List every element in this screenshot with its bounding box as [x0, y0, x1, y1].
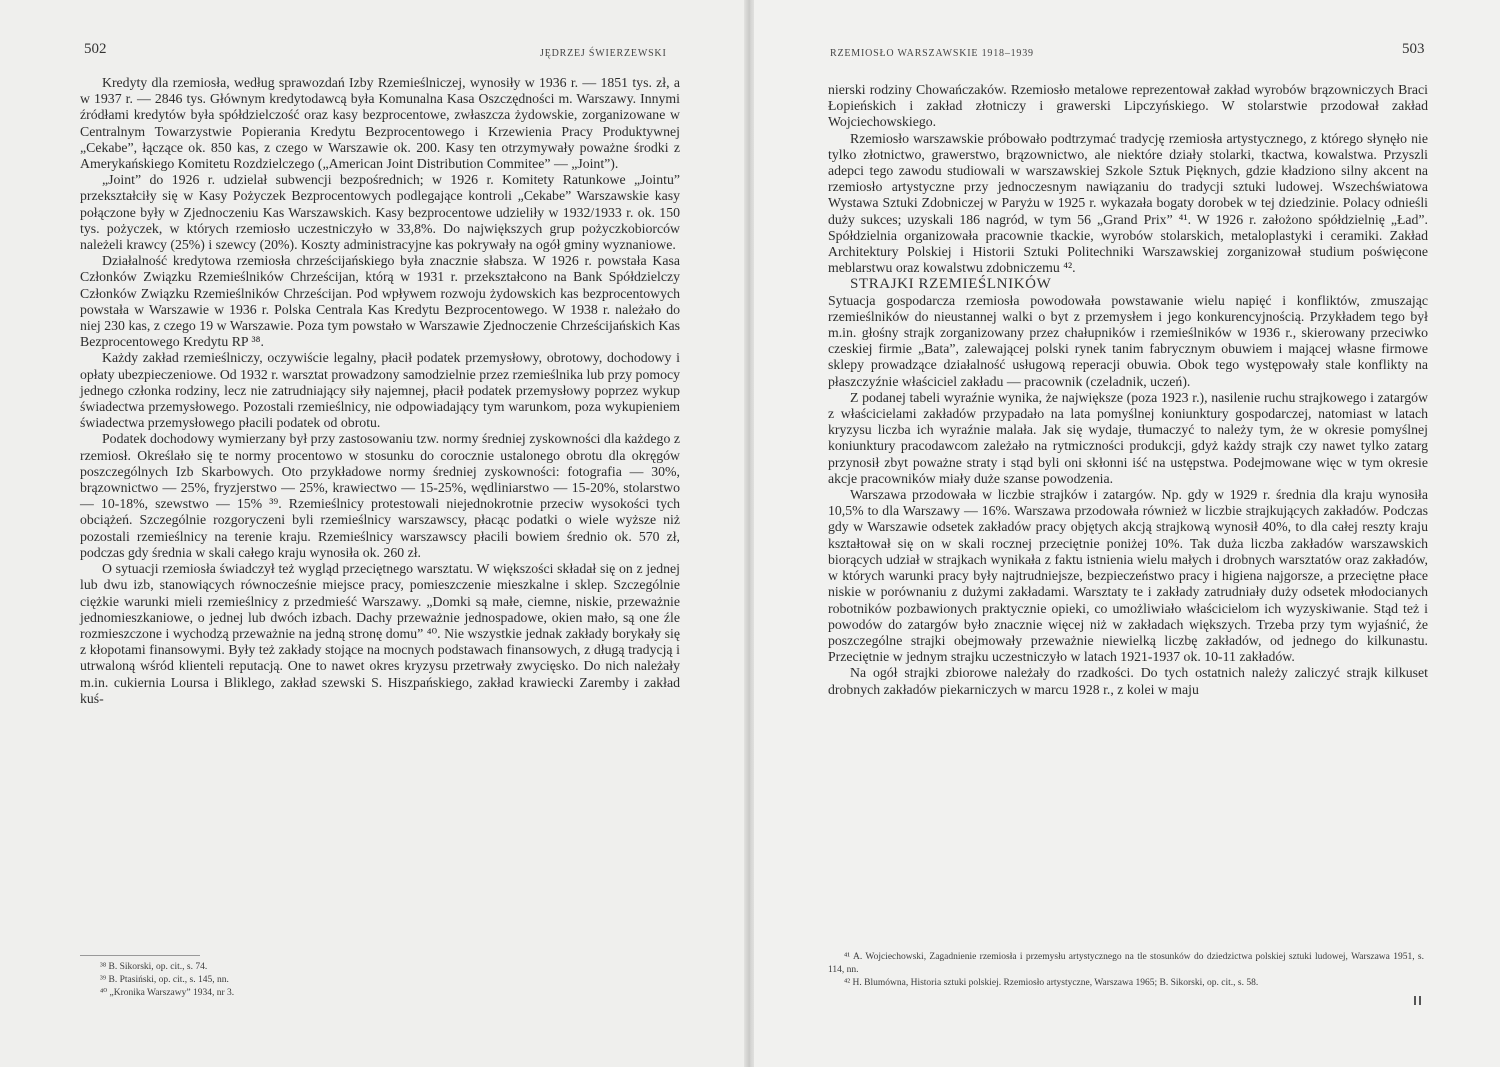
footnote: ⁴¹ A. Wojciechowski, Zagadnienie rzemiosła i przemysłu artystycznego na tle stosunków do dziedzictwa polskiej sztuki ludowej, Warszawa 1951, s. 114, nn.	[828, 952, 1424, 975]
page-number: 503	[1402, 41, 1425, 57]
paragraph: Kredyty dla rzemiosła, według sprawozdań Izby Rzemieślniczej, wynosiły w 1936 r. — 1851 tys. zł, a w 1937 r. — 2846 tys. Głównym kredytodawcą była Komunalna Kasa Oszczędności m. Warszawy. Innymi źródłami kredytów była spółdzielczość oraz kasy bezprocentowe, zwłaszcza żydowskie, zorganizowane w Centralnym Towarzystwie Popierania Kredytu Bezprocentowego i Krzewienia Pracy Produktywnej „Cekabe”, łączące ok. 850 kas, z czego w Warszawie ok. 200. Kasy ten otrzymywały poważne środki z Amerykańskiego Komitetu Rozdzielczego („American Joint Distribution Commitee” — „Joint”).	[80, 75, 680, 172]
section-heading: STRAJKI RZEMIEŚLNIKÓW	[850, 276, 1052, 293]
paragraph: Rzemiosło warszawskie próbowało podtrzymać tradycję rzemiosła artystycznego, z którego słynęło nie tylko złotnictwo, grawerstwo, brązownictwo, ale niektóre działy stolarki, tkactwa, kowalstwa. Przyszli adepci tego zawodu studiowali w warszawskiej Szkole Sztuk Pięknych, gdzie kładziono silny akcent na rzemiosło artystyczne przy jednoczesnym nawiązaniu do tradycji sztuki ludowej. Wszechświatowa Wystawa Sztuki Zdobniczej w Paryżu w 1925 r. wykazała bogaty dorobek w tej dziedzinie. Polacy odnieśli duży sukces; uzyskali 186 nagród, w tym 56 „Grand Prix” ⁴¹. W 1926 r. założono spółdzielnię „Ład”. Spółdzielnia organizowała pracownie tkackie, wyrobów stolarskich, metaloplastyki i ceramiki. Zakład Architektury Polskiej i Historii Sztuki Politechniki Warszawskiej zorganizował studium poświęcone meblarstwu oraz kowalstwu zdobniczemu ⁴².	[828, 130, 1428, 276]
right-footnotes	[828, 951, 1424, 990]
paragraph: Na ogół strajki zbiorowe należały do rzadkości. Do tych ostatnich należy zaliczyć strajk kilkuset drobnych zakładów piekarniczych w marcu 1928 r., z kolei w maju	[828, 665, 1428, 697]
running-head: JĘDRZEJ ŚWIERZEWSKI	[540, 48, 667, 59]
running-head: RZEMIOSŁO WARSZAWSKIE 1918–1939	[830, 48, 1034, 59]
paragraph: O sytuacji rzemiosła świadczył też wygląd przeciętnego warsztatu. W większości składał się on z jednej lub dwu izb, stanowiących równocześnie miejsce pracy, pomieszczenie mieszkalne i sklep. Szczególnie ciężkie warunki mieli rzemieślnicy z przedmieść Warszawy. „Domki są małe, ciemne, niskie, przeważnie jednomieszkaniowe, o jednej lub dwóch izbach. Dachy przeważnie jednospadowe, okien mało, są one źle rozmieszczone i wychodzą przeważnie na jedną stronę domu” ⁴⁰. Nie wszystkie jednak zakłady borykały się z kłopotami finansowymi. Były też zakłady stojące na mocnych podstawach finansowych, z długą tradycją i utrwaloną wśród klienteli reputacją. One to nawet okres kryzysu przetrwały zwycięsko. Do nich należały m.in. cukiernia Loursa i Bliklego, zakład szewski S. Hiszpańskiego, zakład krawiecki Zaremby i zakład kuś-	[80, 561, 680, 706]
footnote: ⁴² H. Blumówna, Historia sztuki polskiej. Rzemiosło artystyczne, Warszawa 1965; B. Sikorski, op. cit., s. 58.	[844, 978, 1259, 988]
left-page	[0, 0, 748, 1067]
paragraph: Działalność kredytowa rzemiosła chrześcijańskiego była znacznie słabsza. W 1926 r. powstała Kasa Członków Związku Rzemieślników Chrześcijan, którą w 1931 r. przekształcono na Bank Spółdzielczy Członków Związku Rzemieślników Chrześcijan. Pod wpływem rozwoju żydowskich kas bezprocentowych powstała w Warszawie w 1936 r. Polska Centrala Kas Kredytu Bezprocentowego. W 1938 r. należało do niej 230 kas, z czego 19 w Warszawie. Poza tym powstało w Warszawie Zjednoczenie Chrześcijańskich Kas Bezprocentowego Kredytu RP ³⁸.	[80, 253, 680, 350]
paragraph: Każdy zakład rzemieślniczy, oczywiście legalny, płacił podatek przemysłowy, obrotowy, dochodowy i opłaty ubezpieczeniowe. Od 1932 r. warsztat prowadzony samodzielnie przez rzemieślnika lub przy pomocy jednego członka rodziny, lecz nie zatrudniający siły najemnej, płacił podatek przemysłowy poprzez wykup świadectwa przemysłowego. Pozostali rzemieślnicy, nie odpowiadający tym warunkom, poza wykupieniem świadectwa przemysłowego płacili podatek od obrotu.	[80, 350, 680, 431]
right-body-text	[828, 82, 1428, 698]
page-number: 502	[84, 41, 107, 57]
paragraph: Podatek dochodowy wymierzany był przy zastosowaniu tzw. normy średniej zyskowności dla każdego z rzemiosł. Określało się te normy procentowo w stosunku do corocznie ustalonego obrotu dla okręgów poszczególnych Izb Skarbowych. Oto przykładowe normy średniej zyskowności: fotografia — 30%, brązownictwo — 25%, fryzjerstwo — 25%, krawiectwo — 15-25%, wędliniarstwo — 15-20%, stolarstwo — 10-18%, szewstwo — 15% ³⁹. Rzemieślnicy protestowali niejednokrotnie przeciw wysokości tych obciążeń. Szczególnie rozgoryczeni byli rzemieślnicy warszawscy, płacąc podatki o wiele wyższe niż pozostali rzemieślnicy na terenie kraju. Rzemieślnicy warszawscy płacili bowiem średnio ok. 570 zł, podczas gdy średnia w skali całego kraju wynosiła ok. 260 zł.	[80, 431, 680, 560]
scan-mark	[1419, 996, 1421, 1005]
footnote: ³⁹ B. Ptasiński, op. cit., s. 145, nn.	[100, 975, 229, 985]
paragraph: Warszawa przodowała w liczbie strajków i zatargów. Np. gdy w 1929 r. średnia dla kraju wynosiła 10,5% to dla Warszawy — 16%. Warszawa przodowała również w liczbie strajkujących zakładów. Podczas gdy w Warszawie odsetek zakładów pracy objętych akcją strajkową wynosił 40%, to dla całej reszty kraju kształtował się on w skali rocznej przeciętnie poniżej 10%. Tak duża liczba zakładów warszawskich biorących udział w strajkach wynikała z faktu istnienia wielu małych i drobnych warsztatów oraz zakładów, w których warunki pracy były najtrudniejsze, bezpieczeństwo pracy i higiena najgorsze, a przeciętne płace niskie w porównaniu z dużymi zakładami. Warsztaty te i zakłady zatrudniały duży odsetek młodocianych robotników pozbawionych praktycznie opieki, co umożliwiało właścicielom ich wyzyskiwanie. Stąd też i powodów do zatargów było znacznie więcej niż w zakładach większych. Trzeba przy tym wyjaśnić, że poszczególne strajki obejmowały przeważnie niewielką liczbę zakładów, od jednego do kilkunastu. Przeciętnie w jednym strajku uczestniczyło w latach 1921-1937 ok. 10-11 zakładów.	[828, 487, 1428, 665]
footnote: ⁴⁰ „Kronika Warszawy” 1934, nr 3.	[100, 988, 235, 998]
footnote: ³⁸ B. Sikorski, op. cit., s. 74.	[100, 962, 208, 972]
right-page	[754, 0, 1500, 1067]
left-footnotes	[100, 961, 660, 1000]
paragraph: nierski rodziny Chowańczaków. Rzemiosło metalowe reprezentował zakład wyrobów brązowniczych Braci Łopieńskich i zakład złotniczy i grawerski Lipczyńskiego. W stolarstwie przodował zakład Wojciechowskiego.	[828, 82, 1428, 130]
paragraph: „Joint” do 1926 r. udzielał subwencji bezpośrednich; w 1926 r. Komitety Ratunkowe „Jointu” przekształciły się w Kasy Pożyczek Bezprocentowych podlegające kontroli „Cekabe” Warszawskie kasy połączone były w Zjednoczeniu Kas Warszawskich. Kasy bezprocentowe udzieliły w 1932/1933 r. ok. 150 tys. pożyczek, w których rzemiosło uczestniczyło w 33,8%. Do największych grup pożyczkobiorców należeli krawcy (25%) i szewcy (20%). Koszty administracyjne kas pokrywały na ogół gminy wyznaniowe.	[80, 172, 680, 253]
left-body-text	[80, 75, 680, 707]
footnote-rule	[80, 955, 200, 956]
paragraph: Sytuacja gospodarcza rzemiosła powodowała powstawanie wielu napięć i konfliktów, zmuszając rzemieślników do nieustannej walki o byt z przemysłem i jego konkurencyjnością. Przykładem tego był m.in. głośny strajk zorganizowany przez chałupników i rzemieślników w 1936 r., skierowany przeciwko czeskiej firmie „Bata”, zalewającej polski rynek tanim fabrycznym obuwiem i mającej własne firmowe sklepy prowadzące działalność usługową reperacji obuwia. Obok tego występowały stale konflikty na płaszczyźnie właściciel zakładu — pracownik (czeladnik, uczeń).	[828, 292, 1428, 389]
scan-mark	[1414, 996, 1416, 1005]
paragraph: Z podanej tabeli wyraźnie wynika, że największe (poza 1923 r.), nasilenie ruchu strajkowego i zatargów z właścicielami zakładów przypadało na lata pomyślnej koniunktury gospodarczej, natomiast w latach kryzysu liczba ich wyraźnie malała. Jak się wydaje, tłumaczyć to należy tym, że w okresie pomyślnej koniunktury pracodawcom zależało na rytmiczności produkcji, gdyż każdy strajk czy nawet tylko zatarg przynosił zbyt poważne straty i stąd byli oni skłonni iść na ustępstwa. Podejmowane więc w tym okresie akcje pracowników miały duże szanse powodzenia.	[828, 389, 1428, 486]
